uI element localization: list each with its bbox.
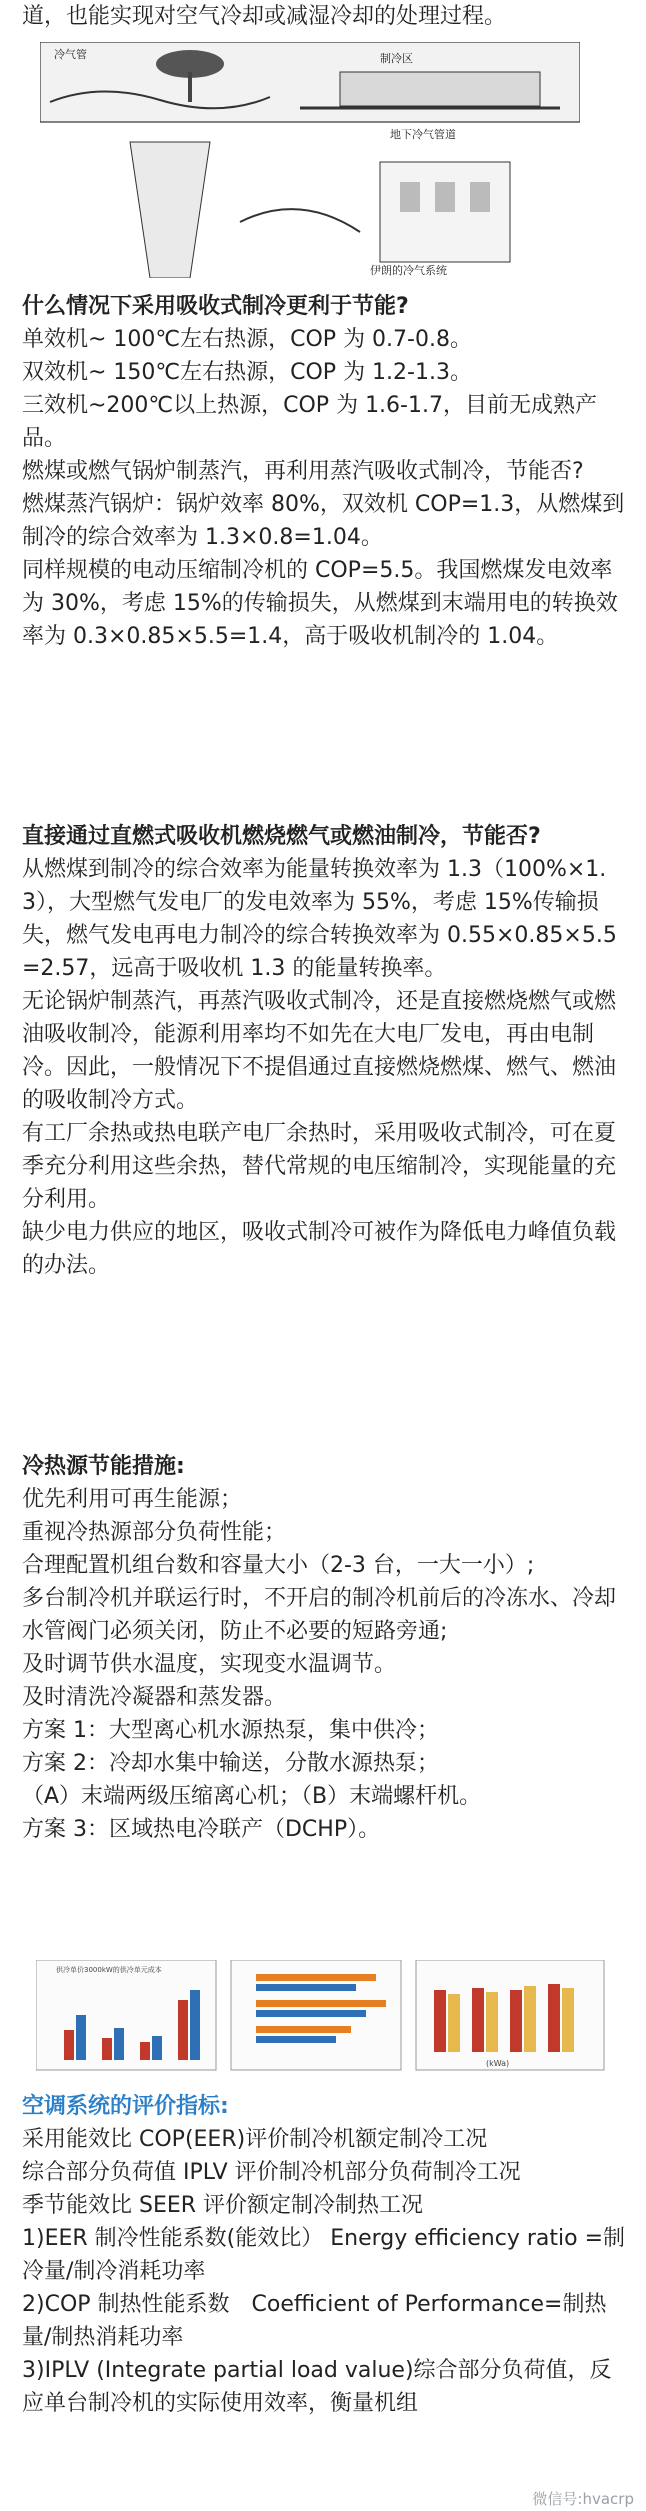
section1-heading: 什么情况下采用吸收式制冷更利于节能?	[22, 294, 409, 319]
section3-line: 重视冷热源部分负荷性能；	[22, 1520, 287, 1545]
chart1-bar	[152, 2036, 162, 2060]
section1-line: 三效机~200℃以上热源，COP 为 1.6-1.7，目前无成熟产品。	[22, 393, 597, 451]
section3-line: 多台制冷机并联运行时，不开启的制冷机前后的冷冻水、冷却水管阀门必须关闭，防止不必要的短路旁通;	[22, 1586, 617, 1644]
section-absorption	[22, 290, 630, 653]
section2-line: 缺少电力供应的地区，吸收式制冷可被作为降低电力峰值负载的办法。	[22, 1220, 617, 1278]
label-cooling-zone: 制冷区	[380, 52, 413, 65]
chart3-bar	[486, 1992, 498, 2052]
section2-heading: 直接通过直燃式吸收机燃烧燃气或燃油制冷，节能否?	[22, 824, 541, 849]
section4-line: 1)EER 制冷性能系数(能效比） Energy efficiency ratio =制冷量/制冷消耗功率	[22, 2226, 626, 2284]
section1-line: 双效机~ 150℃左右热源，COP 为 1.2-1.3。	[22, 360, 472, 385]
section3-line: 方案 1：大型离心机水源热泵，集中供冷；	[22, 1718, 439, 1743]
section-direct-fired	[22, 820, 630, 1282]
label-iran-system: 伊朗的冷气系统	[370, 264, 447, 277]
chart1-bar	[178, 2000, 188, 2060]
chart2-bar	[256, 2026, 351, 2033]
section4-line: 2)COP 制热性能系数 Coefficient of Performance=制热量/制热消耗功率	[22, 2292, 607, 2350]
chart1-bar	[64, 2030, 74, 2060]
section3-line: 及时调节供水温度，实现变水温调节。	[22, 1652, 397, 1677]
section1-line: 燃煤或燃气锅炉制蒸汽，再利用蒸汽吸收式制冷，节能否?	[22, 459, 584, 484]
chart1-bar	[76, 2015, 86, 2060]
section3-line: （A）末端两级压缩离心机；（B）末端螺杆机。	[22, 1784, 482, 1809]
section1-line: 单效机~ 100℃左右热源，COP 为 0.7-0.8。	[22, 327, 472, 352]
section3-line: 优先利用可再生能源；	[22, 1487, 243, 1512]
section1-line: 同样规模的电动压缩制冷机的 COP=5.5。我国燃煤发电效率为 30%，考虑 15%的传输损失，从燃煤到末端用电的转换效率为 0.3×0.85×5.5=1.4，高于吸收机制冷的 1.04。	[22, 558, 618, 649]
chart3-bar	[562, 1988, 574, 2052]
chart2-bar	[256, 2000, 386, 2007]
section4-heading: 空调系统的评价指标:	[22, 2094, 229, 2119]
section-evaluation-indices	[22, 2090, 630, 2420]
section2-line: 有工厂余热或热电联产电厂余热时，采用吸收式制冷，可在夏季充分利用这些余热，替代常规的电压缩制冷，实现能量的充分利用。	[22, 1121, 617, 1212]
embedded-charts	[36, 1960, 606, 2075]
chart3-bar	[510, 1990, 522, 2052]
chart1-bar	[140, 2042, 150, 2060]
chart2-bar	[256, 2036, 336, 2043]
section2-line: 从燃煤到制冷的综合效率为能量转换效率为 1.3（100%×1.3），大型燃气发电厂的发电效率为 55%，考虑 15%传输损失，燃气发电再电力制冷的综合转换效率为 0.55×0.85×5.5=2.57，远高于吸收机 1.3 的能量转换率。	[22, 857, 617, 981]
section3-heading: 冷热源节能措施:	[22, 1454, 185, 1479]
section1-line: 燃煤蒸汽锅炉：锅炉效率 80%，双效机 COP=1.3，从燃煤到制冷的综合效率为 1.3×0.8=1.04。	[22, 492, 625, 550]
chart1-bar	[114, 2028, 124, 2060]
top-line: 道，也能实现对空气冷却或减湿冷却的处理过程。	[22, 4, 507, 29]
section3-line: 方案 3：区域热电冷联产（DCHP）。	[22, 1817, 381, 1842]
section2-line: 无论锅炉制蒸汽，再蒸汽吸收式制冷，还是直接燃烧燃气或燃油吸收制冷，能源利用率均不如先在大电厂发电，再由电制冷。因此，一般情况下不提倡通过直接燃烧燃煤、燃气、燃油的吸收制冷方式。	[22, 989, 617, 1113]
section4-line: 采用能效比 COP(EER)评价制冷机额定制冷工况	[22, 2127, 488, 2152]
label-underground-duct: 地下冷气管道	[390, 128, 456, 141]
section3-line: 及时清洗冷凝器和蒸发器。	[22, 1685, 287, 1710]
chart3-bar	[472, 1988, 484, 2052]
chart1-bar	[190, 1990, 200, 2060]
section4-line: 3)IPLV (Integrate partial load value)综合部分负荷值，反应单台制冷机的实际使用效率，衡量机组	[22, 2358, 612, 2416]
section3-line: 合理配置机组台数和容量大小（2-3 台，一大一小）;	[22, 1553, 535, 1578]
section3-line: 方案 2：冷却水集中输送，分散水源热泵；	[22, 1751, 439, 1776]
chart1-bar	[102, 2038, 112, 2060]
chart2-bar	[256, 1974, 376, 1981]
section4-line: 季节能效比 SEER 评价额定制冷制热工况	[22, 2193, 424, 2218]
label-cold-duct: 冷气管	[54, 48, 87, 61]
chart1-title: 供冷单价3000kW的供冷单元成本	[56, 1966, 162, 1974]
iran-cooling-system-illustration	[40, 42, 580, 278]
chart2-bar	[256, 2010, 366, 2017]
chart3-bar	[524, 1986, 536, 2052]
chart3-bar	[548, 1984, 560, 2052]
section4-line: 综合部分负荷值 IPLV 评价制冷机部分负荷制冷工况	[22, 2160, 521, 2185]
chart3-bar	[448, 1994, 460, 2052]
watermark: 微信号:hvacrp	[532, 2490, 634, 2508]
chart2-bar	[256, 1984, 356, 1991]
section-energy-measures	[22, 1450, 630, 1846]
chart3-xlabel: (kWa)	[486, 2059, 510, 2068]
chart3-bar	[434, 1990, 446, 2052]
